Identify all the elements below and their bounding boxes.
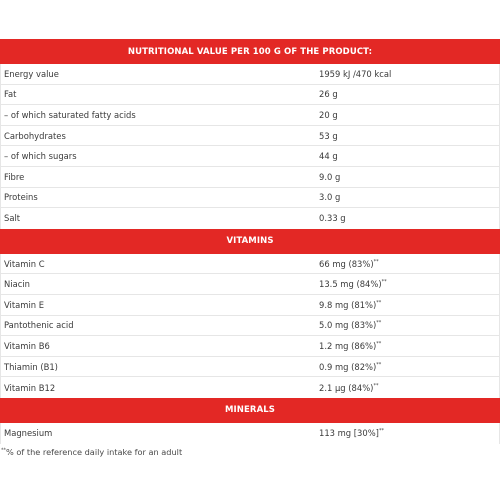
row-value: [319, 69, 499, 79]
table-row: [1, 295, 499, 316]
nutrition-table: [0, 39, 500, 457]
row-value-text: 9.8 mg (81%): [319, 299, 377, 310]
table-row: [1, 105, 499, 126]
row-value: [319, 151, 499, 161]
row-value: [319, 131, 499, 141]
row-value-text: 9.0 g: [319, 171, 341, 182]
row-value: [319, 213, 499, 223]
row-label: Proteins: [4, 192, 38, 203]
row-label: Vitamin B12: [4, 382, 56, 393]
nutrition-header: NUTRITIONAL VALUE PER 100 G OF THE PRODUCT:: [0, 39, 500, 64]
row-value-mark: **: [378, 428, 384, 435]
table-row: [1, 274, 499, 295]
table-row: [1, 126, 499, 147]
table-row: [1, 188, 499, 209]
row-label: – of which sugars: [4, 151, 77, 162]
table-row: [1, 423, 499, 444]
table-row: [1, 254, 499, 275]
table-row: [1, 377, 499, 398]
table-row: [1, 85, 499, 106]
table-row: [1, 146, 499, 167]
row-value-text: 53 g: [319, 130, 338, 141]
table-row: [1, 336, 499, 357]
table-row: [1, 208, 499, 229]
row-label: Vitamin E: [4, 299, 45, 310]
row-value-text: 0.9 mg (82%): [319, 361, 377, 372]
row-label: Salt: [4, 213, 21, 224]
row-value-text: 0.33 g: [319, 213, 346, 224]
row-label: Carbohydrates: [4, 130, 66, 141]
row-value-text: 20 g: [319, 109, 338, 120]
row-value-text: 5.0 mg (83%): [319, 320, 377, 331]
row-label: – of which saturated fatty acids: [4, 109, 136, 120]
row-value: [319, 110, 499, 120]
row-value-mark: **: [376, 320, 382, 327]
row-label: Fibre: [4, 171, 25, 182]
row-value-mark: **: [381, 279, 387, 286]
row-value: [319, 320, 499, 330]
row-label: Niacin: [4, 279, 30, 290]
row-label: Magnesium: [4, 428, 53, 439]
row-value-text: 26 g: [319, 89, 338, 100]
row-value: [319, 192, 499, 202]
row-value-mark: **: [376, 299, 382, 306]
footnote-text: % of the reference daily intake for an adult: [6, 446, 183, 457]
row-value-mark: **: [373, 382, 379, 389]
row-label: Thiamin (B1): [4, 361, 58, 372]
row-value-text: 3.0 g: [319, 192, 341, 203]
row-label: Fat: [4, 89, 17, 100]
vitamins-header: VITAMINS: [0, 229, 500, 254]
minerals-header: MINERALS: [0, 398, 500, 423]
row-label: Vitamin B6: [4, 340, 50, 351]
row-value-text: 113 mg [30%]: [319, 428, 379, 439]
row-label: Pantothenic acid: [4, 320, 74, 331]
row-value-text: 1.2 mg (86%): [319, 340, 377, 351]
row-value-mark: **: [376, 361, 382, 368]
row-label: Vitamin C: [4, 258, 45, 269]
table-row: [1, 316, 499, 337]
row-value: [319, 300, 499, 310]
row-value-text: 2.1 µg (84%): [319, 382, 374, 393]
row-value: [319, 259, 499, 269]
table-row: [1, 357, 499, 378]
row-value-text: 1959 kJ /470 kcal: [319, 68, 392, 79]
row-value: [319, 341, 499, 351]
footnote-mark: **: [1, 446, 6, 453]
row-label: Energy value: [4, 68, 59, 79]
table-row: [1, 167, 499, 188]
footnote: [0, 447, 500, 457]
row-value: [319, 362, 499, 372]
row-value: [319, 383, 499, 393]
table-row: [1, 64, 499, 85]
row-value: [319, 279, 499, 289]
row-value: [319, 172, 499, 182]
row-value-text: 13.5 mg (84%): [319, 279, 382, 290]
row-value: [319, 428, 499, 438]
row-value-mark: **: [373, 258, 379, 265]
nutrition-section: [0, 64, 500, 229]
vitamins-section: [0, 254, 500, 398]
row-value: [319, 89, 499, 99]
row-value-mark: **: [376, 341, 382, 348]
row-value-text: 66 mg (83%): [319, 258, 374, 269]
minerals-section: [0, 423, 500, 444]
row-value-text: 44 g: [319, 151, 338, 162]
